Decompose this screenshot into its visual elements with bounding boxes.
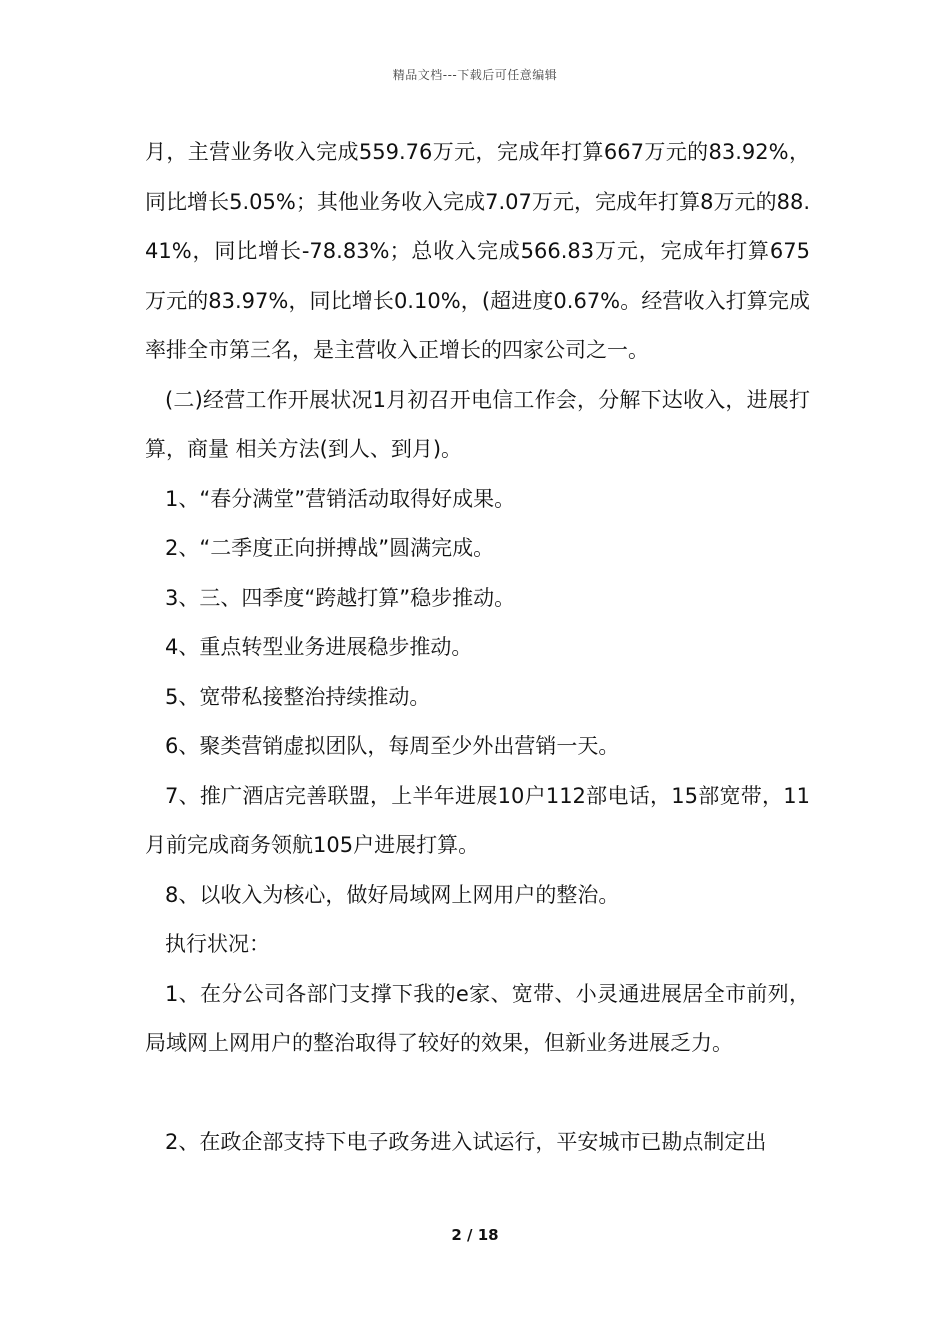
list-item: 1、“春分满堂”营销活动取得好成果。	[165, 486, 516, 511]
execution-heading: 执行状况：	[165, 932, 270, 956]
paragraph-business-status: (二)经营工作开展状况1月初召开电信工作会，分解下达收入，进展打算，商量 相关方法(到人、到月)。	[145, 387, 810, 461]
list-item: 7、推广酒店完善联盟，上半年进展10户112部电话，15部宽带，11月前完成商务领航105户进展打算。	[145, 783, 810, 857]
list-item: 2、在政企部支持下电子政务进入试运行，平安城市已勘点制定出	[165, 1130, 767, 1154]
document-body	[145, 128, 810, 1168]
paragraph-revenue-summary: 月，主营业务收入完成559.76万元，完成年打算667万元的83.92%，同比增长5.05%；其他业务收入完成7.07万元，完成年打算8万元的88.41%，同比增长-78.83%；总收入完成566.83万元，完成年打算675万元的83.97%，同比增长0.10%，(超进度0.67%。经营收入打算完成率排全市第三名，是主营收入正增长的四家公司之一。	[145, 140, 810, 362]
page-number: 2 / 18	[451, 1226, 499, 1244]
paragraph-gap	[145, 1069, 810, 1119]
list-item: 6、聚类营销虚拟团队，每周至少外出营销一天。	[165, 734, 620, 758]
list-item: 1、在分公司各部门支撑下我的e家、宽带、小灵通进展居全市前列，局域网上网用户的整治取得了较好的效果，但新业务进展乏力。	[145, 981, 810, 1055]
page-header: 精品文档---下载后可任意编辑	[392, 68, 558, 82]
list-item: 5、宽带私接整治持续推动。	[165, 684, 431, 709]
list-item: 3、三、四季度“跨越打算”稳步推动。	[165, 585, 516, 610]
list-item: 4、重点转型业务进展稳步推动。	[165, 635, 473, 659]
list-item: 8、以收入为核心，做好局域网上网用户的整治。	[165, 882, 620, 907]
list-item: 2、“二季度正向拼搏战”圆满完成。	[165, 536, 495, 560]
